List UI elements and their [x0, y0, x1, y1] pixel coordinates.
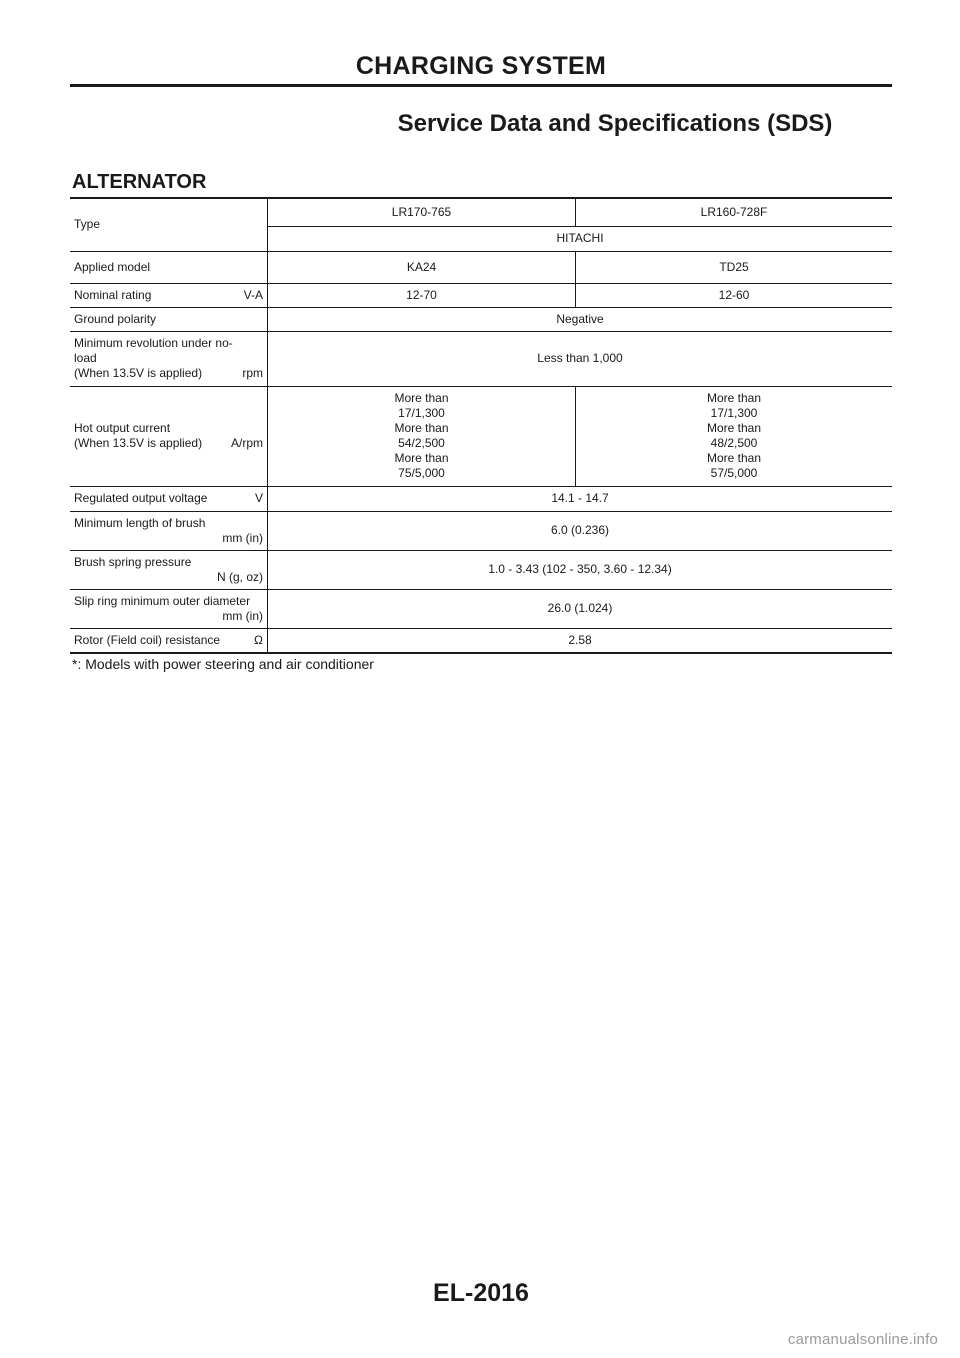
- table-row-rotor-resistance: [70, 628, 892, 653]
- hot-output-label-cell: [70, 386, 268, 486]
- hot-output-b-line: 57/5,000: [710, 466, 758, 480]
- table-row-min-revolution: [70, 331, 892, 386]
- hot-output-b-line: 48/2,500: [710, 436, 758, 450]
- hot-output-b-line: 17/1,300: [710, 406, 758, 420]
- hot-output-b-line: More than: [706, 391, 762, 405]
- watermark: carmanualsonline.info: [787, 1331, 938, 1348]
- hot-output-a-line: 75/5,000: [398, 466, 445, 480]
- footnote: *: Models with power steering and air conditioner: [72, 656, 374, 672]
- brush-length-label-cell: [70, 511, 268, 550]
- hot-output-a: [268, 386, 576, 486]
- hot-output-a-line: 54/2,500: [398, 436, 445, 450]
- min-revolution-line3: (When 13.5V is applied): [74, 366, 203, 380]
- hot-output-b-line: More than: [706, 421, 762, 435]
- rotor-resistance-value: 2.58: [268, 628, 893, 653]
- regulated-voltage-unit: V: [254, 491, 263, 505]
- ground-polarity-value: Negative: [268, 307, 893, 331]
- min-revolution-line1: Minimum revolution under no-: [74, 336, 233, 350]
- header-rule: [70, 84, 892, 87]
- table-row-nominal-rating: [70, 283, 892, 307]
- regulated-voltage-label: Regulated output voltage: [74, 491, 208, 505]
- slip-ring-value: 26.0 (1.024): [268, 589, 893, 628]
- min-revolution-value: Less than 1,000: [268, 331, 893, 386]
- spring-pressure-value: 1.0 - 3.43 (102 - 350, 3.60 - 12.34): [268, 550, 893, 589]
- page-title: Service Data and Specifications (SDS): [397, 110, 833, 137]
- spring-pressure-label-cell: [70, 550, 268, 589]
- table-row-slip-ring: [70, 589, 892, 628]
- rotor-resistance-label-cell: [70, 628, 268, 653]
- slip-ring-label: Slip ring minimum outer diameter: [74, 593, 251, 608]
- table-row-brush-length: [70, 511, 892, 550]
- nominal-rating-unit: V-A: [243, 287, 263, 302]
- hot-output-b-line: More than: [706, 451, 762, 465]
- table-row-applied-model: [70, 251, 892, 283]
- section-heading: ALTERNATOR: [72, 171, 207, 193]
- brush-length-unit: mm (in): [222, 530, 263, 545]
- hot-output-a-line: More than: [394, 451, 449, 465]
- slip-ring-label-cell: [70, 589, 268, 628]
- hot-output-unit: A/rpm: [230, 436, 263, 450]
- spring-pressure-label: Brush spring pressure: [74, 554, 192, 569]
- regulated-voltage-value: 14.1 - 14.7: [268, 486, 893, 511]
- type-maker: HITACHI: [268, 226, 893, 251]
- type-model-b: LR160-728F: [576, 198, 893, 226]
- regulated-voltage-label-cell: [70, 486, 268, 511]
- type-label: Type: [70, 198, 268, 251]
- running-header: CHARGING SYSTEM: [355, 52, 607, 80]
- hot-output-line2: (When 13.5V is applied): [74, 436, 203, 450]
- alternator-spec-table: [70, 197, 892, 654]
- slip-ring-unit: mm (in): [222, 608, 263, 623]
- hot-output-line1: Hot output current: [74, 421, 171, 435]
- min-revolution-line2: load: [74, 351, 97, 365]
- type-model-a: LR170-765: [268, 198, 576, 226]
- ground-polarity-label: Ground polarity: [70, 307, 268, 331]
- nominal-rating-label: Nominal rating: [74, 287, 152, 302]
- nominal-rating-a: 12-70: [268, 283, 576, 307]
- nominal-rating-label-cell: [70, 283, 268, 307]
- applied-model-label: Applied model: [70, 251, 268, 283]
- brush-length-label: Minimum length of brush: [74, 515, 206, 530]
- rotor-resistance-label: Rotor (Field coil) resistance: [74, 632, 221, 647]
- nominal-rating-b: 12-60: [576, 283, 893, 307]
- table-row-hot-output: [70, 386, 892, 486]
- applied-model-b: TD25: [576, 251, 893, 283]
- hot-output-b: [576, 386, 893, 486]
- table-row-spring-pressure: [70, 550, 892, 589]
- brush-length-value: 6.0 (0.236): [268, 511, 893, 550]
- spring-pressure-unit: N (g, oz): [216, 569, 263, 584]
- page-number: EL-2016: [433, 1279, 529, 1307]
- min-revolution-unit: rpm: [242, 366, 263, 380]
- hot-output-a-line: More than: [394, 391, 449, 405]
- min-revolution-label-cell: [70, 331, 268, 386]
- hot-output-a-line: More than: [394, 421, 449, 435]
- table-row-type-models: [70, 198, 892, 226]
- applied-model-a: KA24: [268, 251, 576, 283]
- table-row-regulated-voltage: [70, 486, 892, 511]
- table-row-ground-polarity: [70, 307, 892, 331]
- ohm-unit: Ω: [254, 632, 263, 647]
- hot-output-a-line: 17/1,300: [398, 406, 445, 420]
